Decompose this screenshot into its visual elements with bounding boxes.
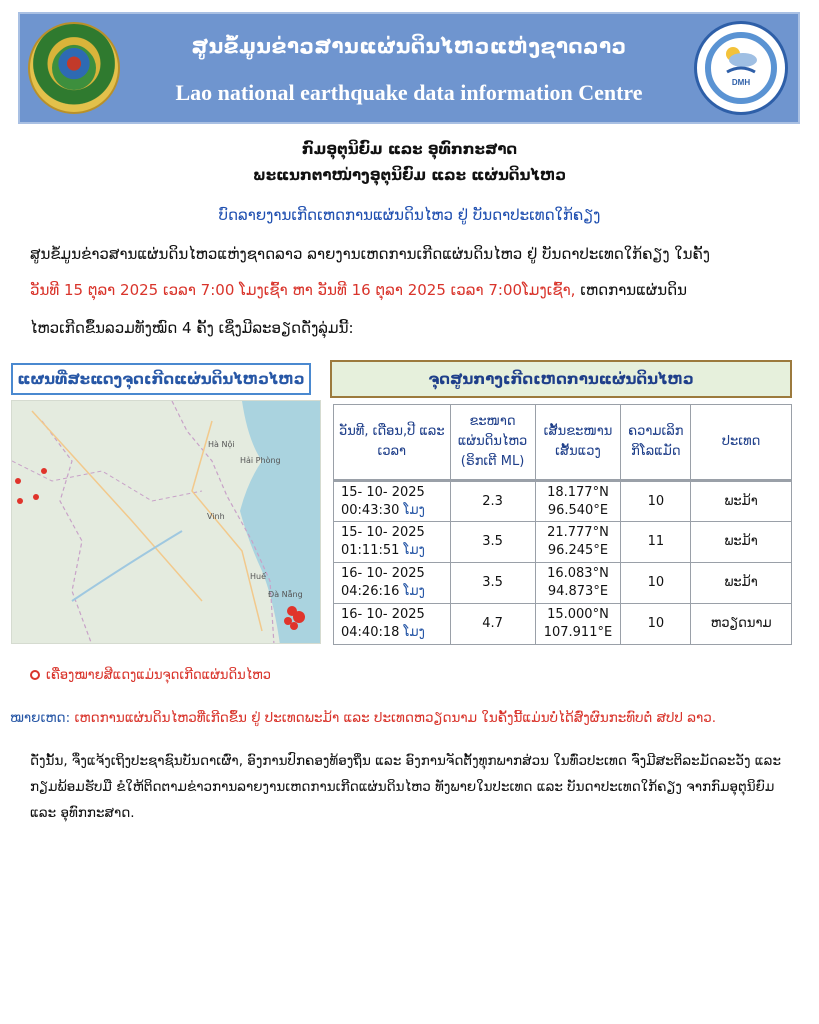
report-title: ບົດລາຍງານເກີດເຫດການແຜ່ນດິນໄຫວ ຢູ່ ບັນດາປະເທດໃກ້ຄຽງ xyxy=(218,206,601,224)
cell-latitude: 16.083°N xyxy=(547,566,609,581)
cell-depth: 10 xyxy=(621,604,691,645)
cell-date: 15- 10- 2025 xyxy=(341,525,425,540)
cell-depth: 10 xyxy=(621,563,691,604)
cell-datetime xyxy=(334,604,451,645)
epicenter-marker xyxy=(15,478,21,484)
cell-longitude: 96.540°E xyxy=(547,502,609,518)
col-header-datetime: ວັນທີ, ເດືອນ,ປີ ແລະ ເວລາ xyxy=(334,405,451,481)
intro-line-1: ສູນຂໍ້ມູນຂ່າວສານແຜ່ນດິນໄຫວແຫ່ງຊາດລາວ ລາຍງານເຫດການເກີດແຜ່ນດິນໄຫວ ຢູ່ ບັນດາປະເທດໃກ້ຄຽງ ໃນຄັ້ງ xyxy=(30,245,711,263)
cell-latitude: 18.177°N xyxy=(547,484,609,500)
intro-line-2 xyxy=(30,272,795,308)
closing-paragraph: ດັ່ງນັ້ນ, ຈຶ່ງແຈ້ງເຖິງປະຊາຊົນບັນດາເຜົ່າ, ອົງການປົກຄອງທ້ອງຖິ່ນ ແລະ ອົງການຈັດຕັ້ງທຸກພາກສ່ວນ ໃນທົ່ວປະເທດ ຈົ່ງມີສະຕິລະມັດລະວັງ ແລະ ກຽມພ້ອມຮັບມື ຂໍໃຫ້ຕິດຕາມຂ່າວການລາຍງານເຫດການເກີດແຜ່ນດິນໄຫວ ທັງພາຍໃນປະເທດ ແລະ ບັນດາປະເທດໃກ້ຄຽງ ຈາກກົມອຸຕຸນິຍົມ ແລະ ອຸທົກກະສາດ. xyxy=(30,753,781,821)
epicenter-marker xyxy=(293,611,305,623)
cell-longitude: 96.245°E xyxy=(547,543,609,558)
table-header-row xyxy=(334,405,792,481)
cell-date: 15- 10- 2025 xyxy=(341,484,425,500)
cell-time: 04:40:18 xyxy=(341,625,400,640)
cell-time: 00:43:30 xyxy=(341,502,400,518)
red-circle-icon xyxy=(30,670,40,680)
col-header-country: ປະເທດ xyxy=(691,405,792,481)
cell-longitude: 107.911°E xyxy=(543,625,613,640)
epicenter-marker xyxy=(290,622,298,630)
cell-magnitude: 3.5 xyxy=(450,563,535,604)
epicenter-marker xyxy=(17,498,23,504)
map-label-hue: Huế xyxy=(250,572,267,581)
cell-coordinates xyxy=(535,522,621,563)
earthquake-map xyxy=(11,400,321,644)
cell-country: ພະມ້າ xyxy=(691,563,792,604)
cell-date: 16- 10- 2025 xyxy=(341,607,425,622)
map-label-hanoi: Hà Nội xyxy=(208,440,235,449)
cell-magnitude: 4.7 xyxy=(450,604,535,645)
note-text: ເຫດການແຜ່ນດິນໄຫວທີ່ເກີດຂຶ້ນ ຢູ່ ປະເທດພະມ້າ ແລະ ປະເທດຫວຽດນາມ ໃນຄັ້ງນີ້ແມ່ນບໍ່ໄດ້ສົ່ງຜົນກະທົບຕໍ່ ສປປ ລາວ. xyxy=(70,710,717,726)
ministry-emblem-logo xyxy=(28,22,120,114)
cell-datetime xyxy=(334,481,451,522)
table-row xyxy=(334,481,792,522)
col-header-coordinates: ເສັ້ນຂະໜານ ເສັ້ນແວງ xyxy=(535,405,621,481)
cell-time: 01:11:51 xyxy=(341,543,400,558)
intro-line-3: ໄຫວເກີດຂຶ້ນລວມທັງໝົດ 4 ຄັ້ງ ເຊິ່ງມີລະອຽດດັ່ງລຸ່ມນີ້: xyxy=(30,319,354,337)
map-label-haiphong: Hải Phòng xyxy=(240,456,281,465)
table-row xyxy=(334,604,792,645)
earthquake-table xyxy=(333,404,792,645)
cell-country: ພະມ້າ xyxy=(691,522,792,563)
map-label-vinh: Vinh xyxy=(207,512,225,521)
cell-magnitude: 3.5 xyxy=(450,522,535,563)
cell-coordinates xyxy=(535,604,621,645)
dmh-logo-label: DMH xyxy=(731,78,751,87)
cell-depth: 11 xyxy=(621,522,691,563)
note-label: ໝາຍເຫດ: xyxy=(10,710,71,726)
cell-datetime xyxy=(334,522,451,563)
epicenter-marker xyxy=(33,494,39,500)
table-row xyxy=(334,522,792,563)
cell-latitude: 21.777°N xyxy=(547,525,609,540)
cell-latitude: 15.000°N xyxy=(547,607,609,622)
cell-coordinates xyxy=(535,481,621,522)
legend-text: ເຄື່ອງໝາຍສີແດງແມ່ນຈຸດເກີດແຜ່ນດິນໄຫວ xyxy=(46,668,271,683)
cell-depth: 10 xyxy=(621,481,691,522)
cell-datetime xyxy=(334,563,451,604)
department-name: ພະແນກຕາໜ່າງອຸຕຸນິຍົມ ແລະ ແຜ່ນດິນໄຫວ xyxy=(252,166,567,184)
map-title: ແຜນທີ່ສະແດງຈຸດເກີດແຜ່ນດິນໄຫວໄຫວ xyxy=(11,363,311,395)
cell-country: ພະມ້າ xyxy=(691,481,792,522)
cell-time-unit: ໂມງ xyxy=(403,625,425,640)
dmh-logo xyxy=(694,21,788,115)
map-canvas xyxy=(12,401,321,644)
cell-time-unit: ໂມງ xyxy=(403,584,425,599)
epicenter-marker xyxy=(41,468,47,474)
col-header-depth: ຄວາມເລິກ ກິໂລແມັດ xyxy=(621,405,691,481)
table-row xyxy=(334,563,792,604)
map-label-danang: Đà Nẵng xyxy=(268,590,303,599)
ministry-name: ກົມອຸຕຸນິຍົມ ແລະ ອຸທົກກະສາດ xyxy=(301,140,518,158)
cell-time-unit: ໂມງ xyxy=(403,502,425,518)
cell-magnitude: 2.3 xyxy=(450,481,535,522)
header-title-english: Lao national earthquake data information Centre xyxy=(175,80,643,105)
header-banner xyxy=(18,12,800,124)
map-legend xyxy=(30,668,271,683)
cell-date: 16- 10- 2025 xyxy=(341,566,425,581)
cell-time-unit: ໂມງ xyxy=(403,543,425,558)
cell-time: 04:26:16 xyxy=(341,584,400,599)
cell-longitude: 94.873°E xyxy=(547,584,609,599)
table-title: ຈຸດສູນກາງເກີດເຫດການແຜ່ນດິນໄຫວ xyxy=(330,360,792,398)
intro-line-2-rest: ເຫດການແຜ່ນດິນ xyxy=(575,281,688,299)
col-header-magnitude: ຂະໜາດແຜ່ນດິນໄຫວ (ຣິກເຕີ ML) xyxy=(450,405,535,481)
note xyxy=(10,710,810,726)
intro-date-range: ວັນທີ 15 ຕຸລາ 2025 ເວລາ 7:00 ໂມງເຊົ້າ ຫາ ວັນທີ 16 ຕຸລາ 2025 ເວລາ 7:00ໂມງເຊົ້າ, xyxy=(30,281,576,299)
cell-country: ຫວຽດນາມ xyxy=(691,604,792,645)
cell-coordinates xyxy=(535,563,621,604)
header-title-lao: ສູນຂໍ້ມູນຂ່າວສານແຜ່ນດິນໄຫວແຫ່ງຊາດລາວ xyxy=(191,34,627,58)
